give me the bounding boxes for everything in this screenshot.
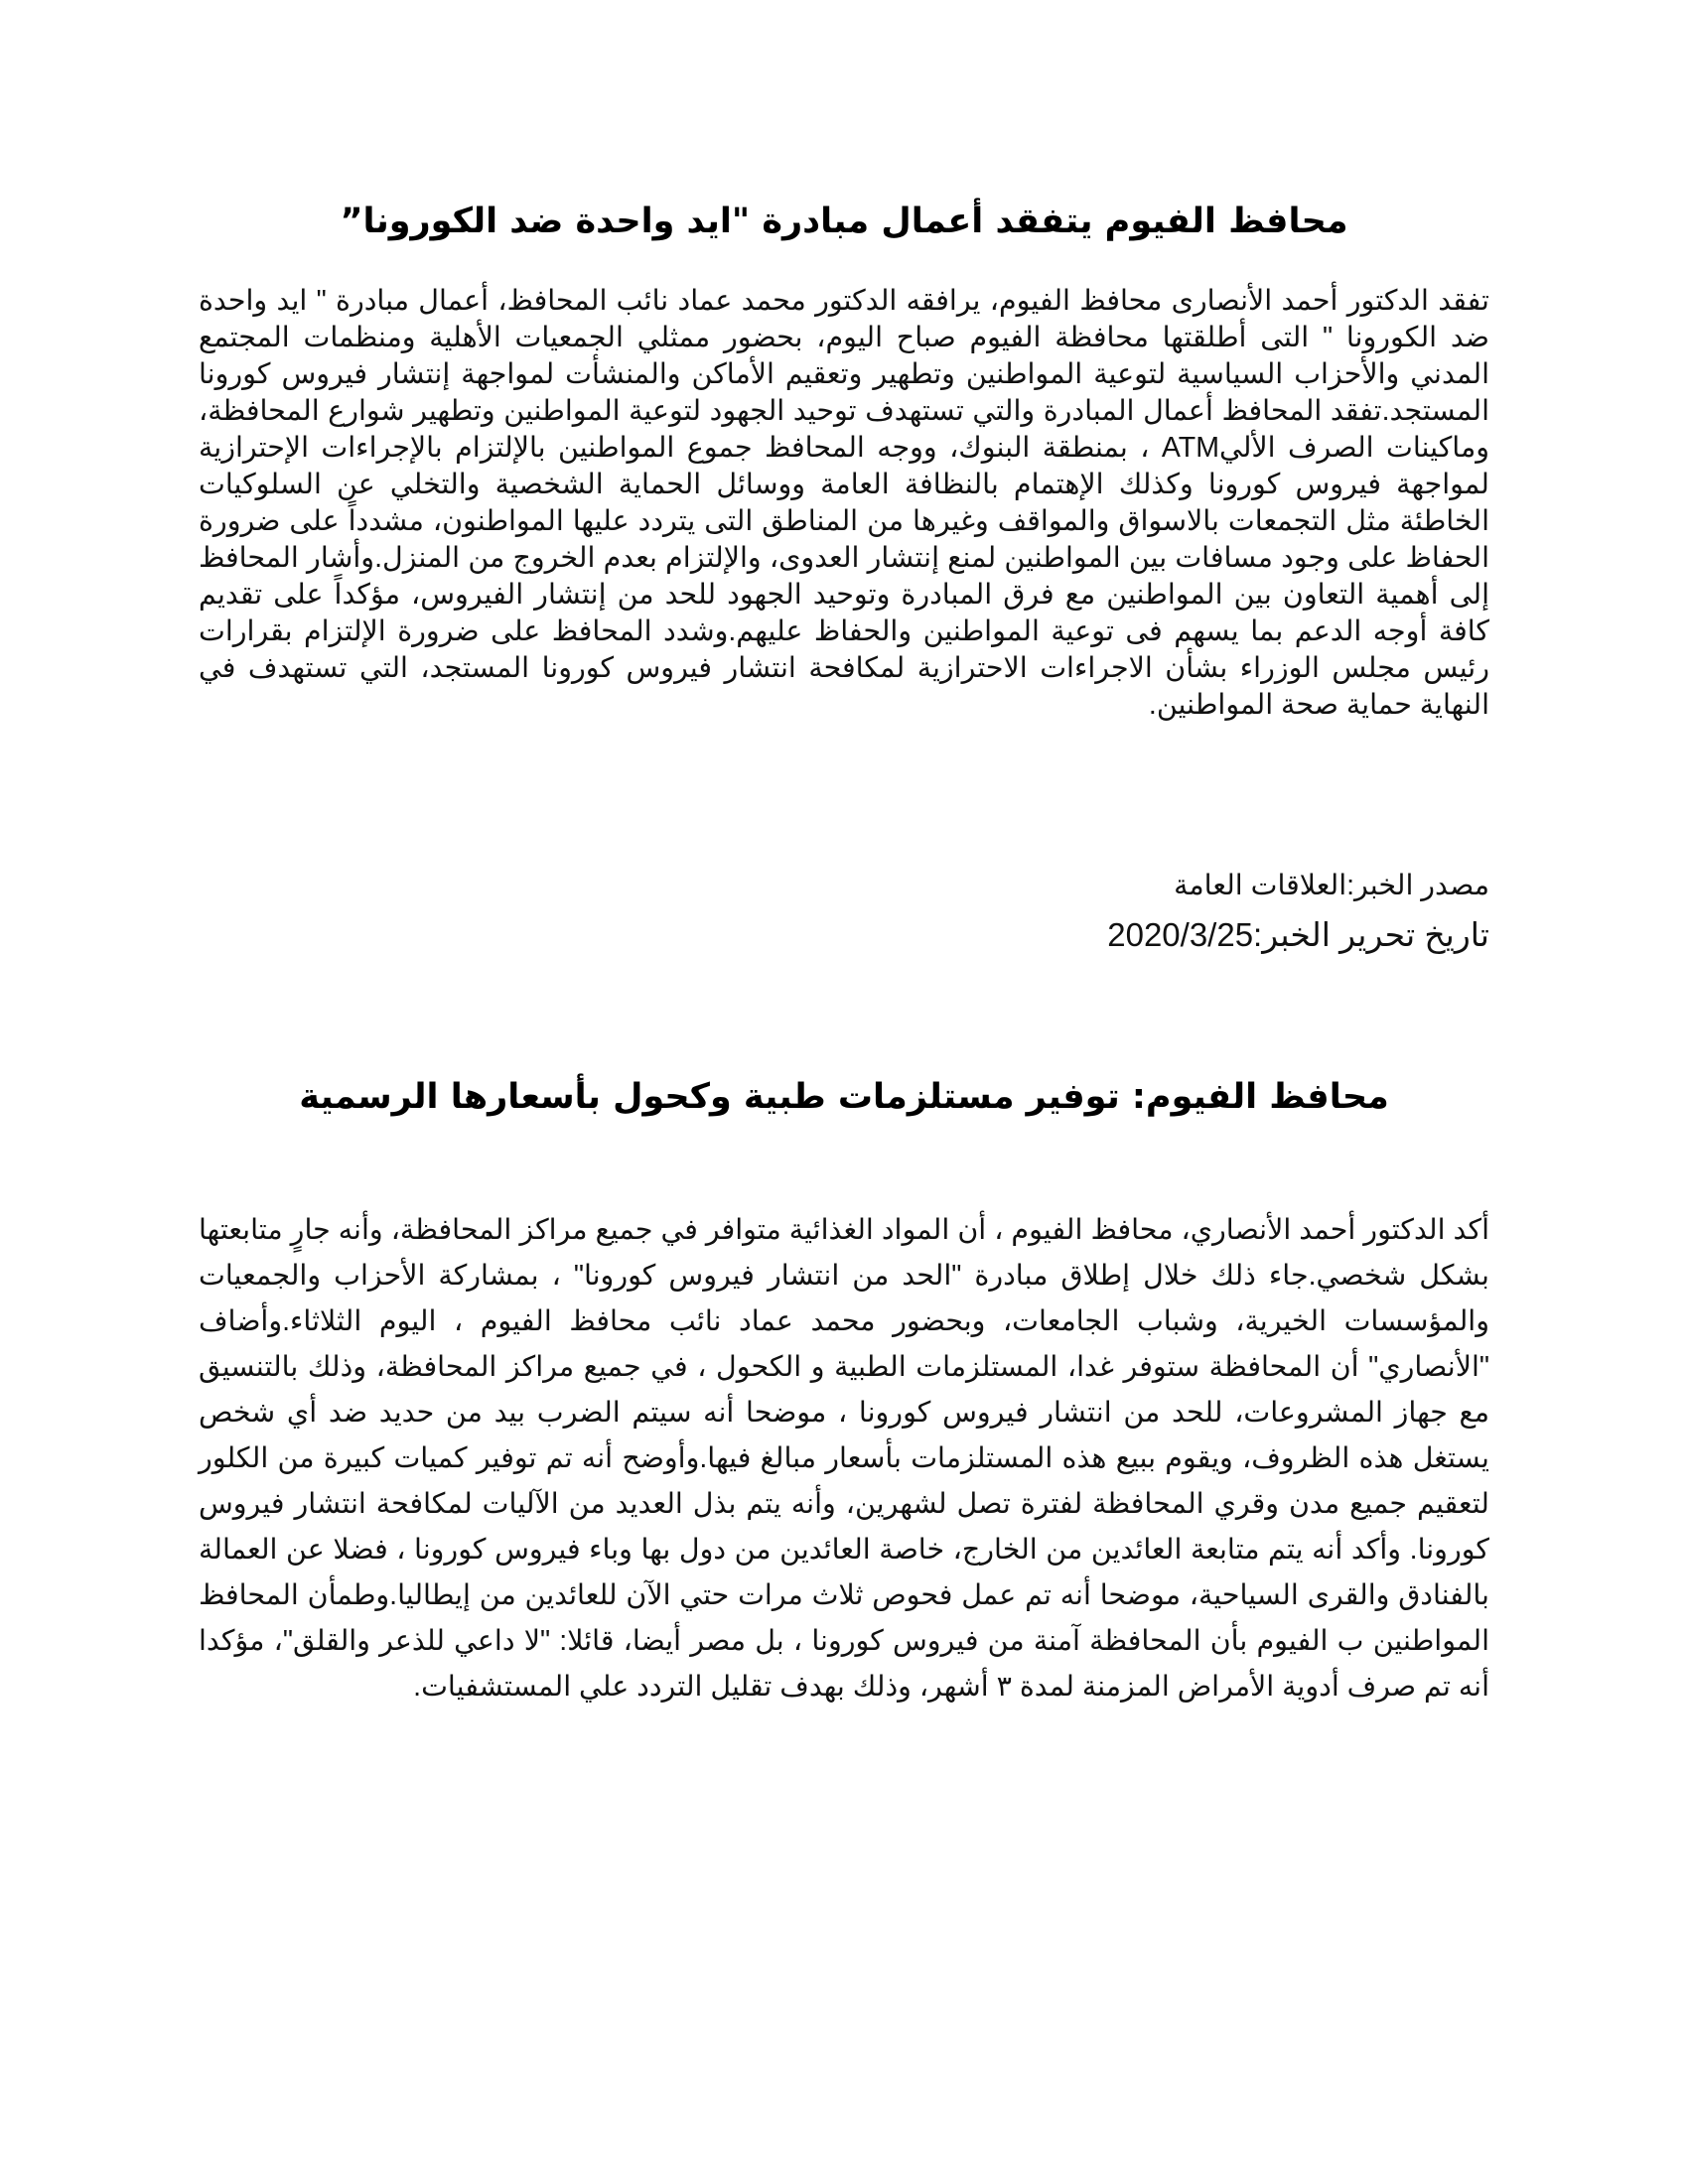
article-2-body: أكد الدكتور أحمد الأنصاري، محافظ الفيوم ، أن المواد الغذائية متوافر في جميع مراكز المحافظة، وأنه جارٍ متابعتها بشكل شخصي.جاء ذلك خلال إطلاق مبادرة "الحد من انتشار فيروس كورونا" ، بمشاركة الأحزاب والجمعيات والمؤسسات الخيرية، وشباب الجامعات، وبحضور محمد عماد نائب محافظ الفيوم ، اليوم الثلاثاء.وأضاف "الأنصاري" أن المحافظة ستوفر غدا، المستلزمات الطبية و الكحول ، في جميع مراكز المحافظة، وذلك بالتنسيق مع جهاز المشروعات، للحد من انتشار فيروس كورونا ، موضحا أنه سيتم الضرب بيد من حديد ضد أي شخص يستغل هذه الظروف، ويقوم ببيع هذه المستلزمات بأسعار مبالغ فيها.وأوضح أنه تم توفير كميات كبيرة من الكلور لتعقيم جميع مدن وقري المحافظة لفترة تصل لشهرين، وأنه يتم بذل العديد من الآليات لمكافحة انتشار فيروس كورونا. وأكد أنه يتم متابعة العائدين من الخارج، خاصة العائدين من دول بها وباء فيروس كورونا ، فضلا عن العمالة بالفنادق والقرى السياحية، موضحا أنه تم عمل فحوص ثلاث مرات حتي الآن للعائدين من إيطاليا.وطمأن المحافظ المواطنين ب الفيوم بأن المحافظة آمنة من فيروس كورونا ، بل مصر أيضا، قائلا: "لا داعي للذعر والقلق"، مؤكدا أنه تم صرف أدوية الأمراض المزمنة لمدة ٣ أشهر، وذلك بهدف تقليل التردد علي المستشفيات. — [199, 1214, 1489, 1703]
article-2-headline: محافظ الفيوم: توفير مستلزمات طبية وكحول بأسعارها الرسمية — [299, 1077, 1389, 1117]
article-1-body: تفقد الدكتور أحمد الأنصارى محافظ الفيوم، يرافقه الدكتور محمد عماد نائب المحافظ، أعمال مبادرة " ايد واحدة ضد الكورونا " التى أطلقتها محافظة الفيوم صباح اليوم، بحضور ممثلي الجمعيات الأهلية ومنظمات المجتمع المدني والأحزاب السياسية لتوعية المواطنين وتطهير وتعقيم الأماكن والمنشأت لمواجهة إنتشار فيروس كورونا المستجد.تفقد المحافظ أعمال المبادرة والتي تستهدف توحيد الجهود لتوعية المواطنين وتطهير شوارع المحافظة، وماكينات الصرف الأليATM ، بمنطقة البنوك، ووجه المحافظ جموع المواطنين بالإلتزام بالإجراءات الإحترازية لمواجهة فيروس كورونا وكذلك الإهتمام بالنظافة العامة ووسائل الحماية الشخصية والتخلي عن السلوكيات الخاطئة مثل التجمعات بالاسواق والمواقف وغيرها من المناطق التى يتردد عليها المواطنون، مشدداً على ضرورة الحفاظ على وجود مسافات بين المواطنين لمنع إنتشار العدوى، والإلتزام بعدم الخروج من المنزل.وأشار المحافظ إلى أهمية التعاون بين المواطنين مع فرق المبادرة وتوحيد الجهود للحد من إنتشار الفيروس، مؤكداً على تقديم كافة أوجه الدعم بما يسهم فى توعية المواطنين والحفاظ عليهم.وشدد المحافظ على ضرورة الإلتزام بقرارات رئيس مجلس الوزراء بشأن الاجراءات الاحترازية لمكافحة انتشار فيروس كورونا المستجد، التي تستهدف في النهاية حماية صحة المواطنين. — [199, 285, 1490, 721]
article-1-source: مصدر الخبر:العلاقات العامة — [1174, 870, 1489, 901]
article-1-date: تاريخ تحرير الخبر:2020/3/25 — [1107, 916, 1489, 953]
article-1-headline: محافظ الفيوم يتفقد أعمال مبادرة "ايد واحدة ضد الكورونا” — [340, 202, 1348, 241]
